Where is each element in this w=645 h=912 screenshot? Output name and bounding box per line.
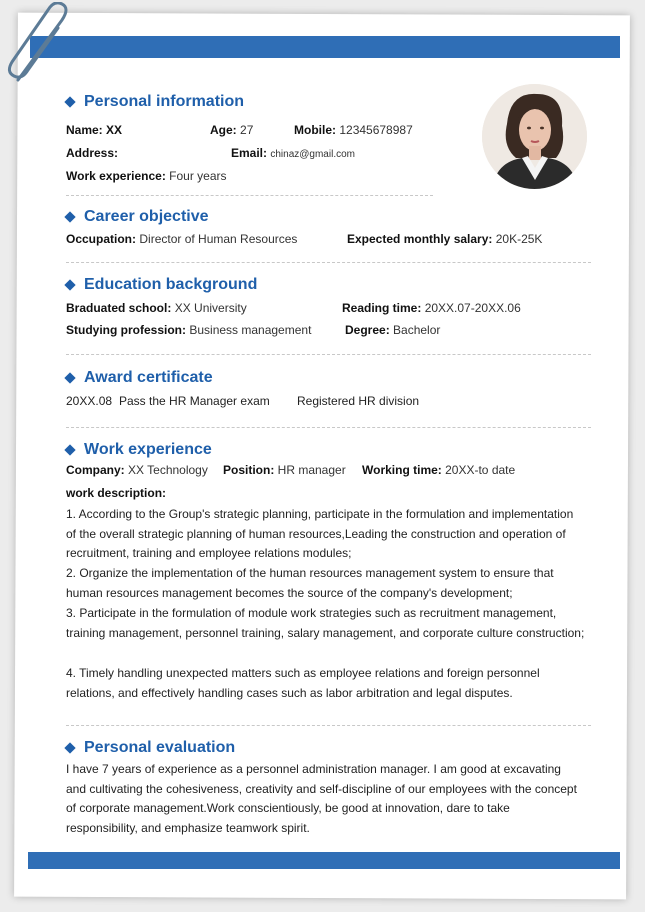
- diamond-icon: [64, 211, 75, 222]
- occupation-field: Occupation: Director of Human Resources: [66, 232, 298, 246]
- section-title: Career objective: [84, 208, 209, 225]
- avatar: [482, 84, 587, 189]
- divider: [66, 262, 591, 263]
- work-experience-years-field: Work experience: Four years: [66, 169, 227, 183]
- degree-field: Degree: Bachelor: [345, 323, 441, 337]
- award-date: 20XX.08: [66, 394, 113, 408]
- profession-field: Studying profession: Business management: [66, 323, 312, 337]
- salary-field: Expected monthly salary: 20K-25K: [347, 232, 543, 246]
- paperclip-icon: [4, 2, 84, 86]
- school-field: Braduated school: XX University: [66, 301, 247, 315]
- divider: [66, 195, 433, 196]
- award-item: Registered HR division: [297, 394, 420, 408]
- work-description-item: 3. Participate in the formulation of module work strategies such as recruitment management, training management, personnel training, salary management, and corporate culture construction;: [66, 606, 585, 640]
- age-field: Age: 27: [210, 123, 254, 137]
- section-work-experience: [66, 441, 212, 459]
- address-field: Address:: [66, 146, 119, 160]
- section-award-certificate: [66, 369, 213, 387]
- position-field: Position: HR manager: [223, 463, 346, 477]
- section-career-objective: [66, 208, 209, 226]
- name-field: Name: XX: [66, 123, 123, 137]
- mobile-field: Mobile: 12345678987: [294, 123, 413, 137]
- section-title: Work experience: [84, 441, 212, 458]
- section-education-background: [66, 276, 257, 294]
- diamond-icon: [64, 96, 75, 107]
- evaluation-text: I have 7 years of experience as a personnel administration manager. I am good at excavating and cultivating the cohesiveness, creativity and self-discipline of our employees with the concept of corporate management.Work conscientiously, be good at innovation, dare to take responsibility, and emphasize teamwork spirit.: [66, 762, 577, 835]
- section-personal-information: [66, 93, 244, 111]
- footer-bar: [28, 852, 620, 869]
- section-title: Award certificate: [84, 369, 213, 386]
- divider: [66, 427, 591, 428]
- divider: [66, 354, 591, 355]
- section-title: Education background: [84, 276, 258, 293]
- company-field: Company: XX Technology: [66, 463, 208, 477]
- email-field: Email: chinaz@gmail.com: [231, 146, 355, 160]
- section-title: Personal evaluation: [84, 739, 236, 756]
- work-description-item: 4. Timely handling unexpected matters such as employee relations and foreign personnel relations, and effectively handling cases such as labor arbitration and legal disputes.: [66, 666, 540, 700]
- work-description-item: 1. According to the Group's strategic planning, participate in the formulation and implementation of the overall strategic planning of human resources,Leading the construction and operation of recruitment, training and employee relations modules;: [66, 507, 574, 560]
- diamond-icon: [64, 279, 75, 290]
- diamond-icon: [64, 742, 75, 753]
- work-description-label: work description:: [66, 486, 167, 500]
- section-title: Personal information: [84, 93, 245, 110]
- working-time-field: Working time: 20XX-to date: [362, 463, 516, 477]
- work-description-item: 2. Organize the implementation of the human resources management system to ensure that human resources management becomes the source of the company's development;: [66, 566, 554, 600]
- award-item: Pass the HR Manager exam: [119, 394, 270, 408]
- divider: [66, 725, 591, 726]
- section-personal-evaluation: [66, 739, 235, 757]
- header-bar: [30, 36, 620, 58]
- diamond-icon: [64, 372, 75, 383]
- diamond-icon: [64, 444, 75, 455]
- reading-time-field: Reading time: 20XX.07-20XX.06: [342, 301, 521, 315]
- portrait-image: [482, 84, 587, 189]
